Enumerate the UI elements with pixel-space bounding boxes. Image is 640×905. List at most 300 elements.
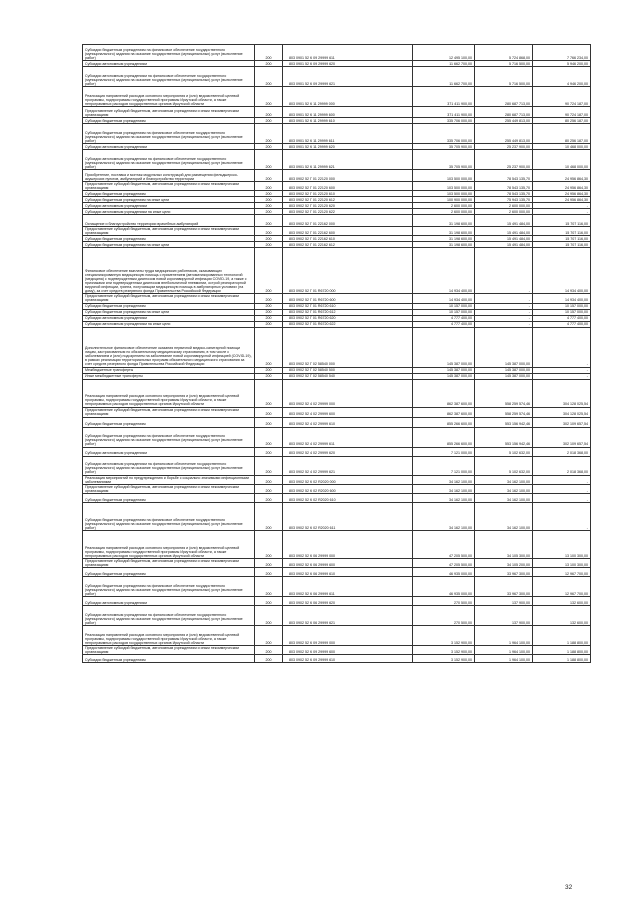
expense-name-cell: Субсидии бюджетным учреждениям на финансовое обеспечение государственного (муниципального) задания на оказание государственных (муниципальных) услуг (выполнение работ) <box>83 577 255 597</box>
amount-cell: 35 705 900,00 <box>413 144 475 150</box>
classification-code-cell: 803 0902 52 Г 02 58540 540 <box>283 373 413 379</box>
grbs-code-cell: 200 <box>255 493 283 502</box>
amount-cell: 137 900,00 <box>475 606 533 626</box>
expense-name-cell: Субсидии автономным учреждениям на финансовое обеспечение государственного (муниципального) задания на оказание государственных (муниципальных) услуг (выполнение работ) <box>83 606 255 626</box>
amount-cell: 78 543 135,70 <box>475 182 533 191</box>
amount-cell: 11 662 700,00 <box>413 61 475 67</box>
amount-cell: 10 468 000,00 <box>533 144 591 150</box>
grbs-code-cell: 200 <box>255 427 283 447</box>
classification-code-cell: 803 0902 52 4 02 29999 610 <box>283 417 413 427</box>
amount-cell: - <box>533 209 591 215</box>
amount-cell: 1 964 100,00 <box>475 655 533 663</box>
amount-cell: - <box>533 327 591 367</box>
classification-code-cell: 803 0902 52 К 06 29999 621 <box>283 606 413 626</box>
grbs-code-cell: 200 <box>255 118 283 124</box>
amount-cell: 3 152 900,00 <box>413 626 475 646</box>
grbs-code-cell: 200 <box>255 484 283 493</box>
table-row <box>83 379 591 407</box>
classification-code-cell: 803 0901 52 К 11 29999 620 <box>283 144 413 150</box>
expense-name-cell: Оснащение и благоустройство территории врачебных амбулаторий <box>83 215 255 227</box>
table-row <box>83 558 591 567</box>
amount-cell: 145 387 000,00 <box>475 327 533 367</box>
amount-cell: 270 500,00 <box>413 606 475 626</box>
amount-cell: 15 707 116,00 <box>533 215 591 227</box>
grbs-code-cell: 200 <box>255 61 283 67</box>
amount-cell: 103 500 000,00 <box>413 170 475 182</box>
classification-code-cell: 803 0902 52 К 09 29999 610 <box>283 655 413 663</box>
classification-code-cell: 803 0902 52 Г 01 22120 612 <box>283 197 413 203</box>
classification-code-cell: 803 0902 52 Г 01 R6720 622 <box>283 321 413 327</box>
amount-cell: 35 705 900,00 <box>413 150 475 170</box>
expense-name-cell: Субсидии бюджетным учреждениям <box>83 417 255 427</box>
expense-name-cell: Субсидии бюджетным учреждениям на финансовое обеспечение государственного (муниципального) задания на оказание государственных (муниципальных) услуг (выполнение работ) <box>83 427 255 447</box>
amount-cell: 33 967 300,00 <box>475 577 533 597</box>
grbs-code-cell: 200 <box>255 227 283 236</box>
amount-cell: 553 156 942,46 <box>475 417 533 427</box>
amount-cell: 7 121 000,00 <box>413 456 475 475</box>
expense-name-cell: Субсидии бюджетным учреждениям на иные цели <box>83 242 255 248</box>
table-row <box>83 170 591 182</box>
classification-code-cell: 803 0902 52 4 02 29999 000 <box>283 379 413 407</box>
amount-cell: 270 500,00 <box>413 597 475 606</box>
expense-name-cell: Субсидии бюджетным учреждениям на иные цели <box>83 197 255 203</box>
amount-cell: 25 237 900,00 <box>475 150 533 170</box>
expense-name-cell: Субсидии бюджетным учреждениям <box>83 303 255 309</box>
amount-cell: - <box>475 248 533 294</box>
amount-cell: - <box>475 309 533 315</box>
amount-cell: - <box>475 303 533 309</box>
grbs-code-cell: 200 <box>255 45 283 61</box>
amount-cell: 12 495 100,00 <box>413 45 475 61</box>
amount-cell: 553 156 942,46 <box>475 427 533 447</box>
amount-cell: 12 967 700,00 <box>533 577 591 597</box>
amount-cell: 7 766 234,00 <box>533 45 591 61</box>
amount-cell: 5 724 868,00 <box>475 45 533 61</box>
classification-code-cell: 803 0902 52 4 02 29999 620 <box>283 447 413 456</box>
amount-cell: 34 162 100,00 <box>413 502 475 530</box>
amount-cell: 4 946 200,00 <box>533 67 591 87</box>
grbs-code-cell: 200 <box>255 373 283 379</box>
amount-cell: 33 967 300,00 <box>475 568 533 577</box>
table-row <box>83 215 591 227</box>
amount-cell: 2 600 000,00 <box>475 209 533 215</box>
classification-code-cell: 803 0902 52 К 09 29999 600 <box>283 646 413 655</box>
expense-name-cell: Субсидии бюджетным учреждениям на иные цели <box>83 309 255 315</box>
table-row <box>83 597 591 606</box>
grbs-code-cell: 200 <box>255 321 283 327</box>
expense-name-cell: Предоставление субсидий бюджетным, автономным учреждениям и иным некоммерческим организациям <box>83 484 255 493</box>
classification-code-cell: 803 0902 52 К 06 29999 611 <box>283 577 413 597</box>
expense-name-cell: Дополнительное финансовое обеспечение оказания первичной медико-санитарной помощи лицам, застрахованным по обязательному медицинскому страхованию, в том числе с заболеванием и (или) подозрением на заболевание новой коронавирусной инфекцией (COVID-19), в рамках реализации территориальных программ обязательного медицинского страхования за счет средств резервного фонда Правительства Российской Федерации <box>83 327 255 367</box>
amount-cell: 2 600 000,00 <box>413 209 475 215</box>
amount-cell: 15 491 484,00 <box>475 242 533 248</box>
amount-cell: 4 777 400,00 <box>533 315 591 321</box>
amount-cell: 14 934 400,00 <box>413 294 475 303</box>
amount-cell: 4 777 400,00 <box>413 321 475 327</box>
table-row <box>83 493 591 502</box>
amount-cell: 34 162 100,00 <box>413 493 475 502</box>
amount-cell: 304 128 025,54 <box>533 379 591 407</box>
classification-code-cell: 803 0902 52 4 02 29999 600 <box>283 407 413 417</box>
grbs-code-cell: 200 <box>255 327 283 367</box>
grbs-code-cell: 200 <box>255 597 283 606</box>
amount-cell: - <box>533 484 591 493</box>
amount-cell: - <box>533 493 591 502</box>
amount-cell: 371 411 900,00 <box>413 107 475 118</box>
amount-cell: 103 500 000,00 <box>413 182 475 191</box>
amount-cell: 137 900,00 <box>475 597 533 606</box>
amount-cell: 31 198 600,00 <box>413 236 475 242</box>
amount-cell: - <box>475 321 533 327</box>
amount-cell: 78 543 135,70 <box>475 191 533 197</box>
classification-code-cell: 803 0901 52 К 11 29999 611 <box>283 124 413 144</box>
table-row <box>83 67 591 87</box>
expense-name-cell: Субсидии автономным учреждениям на иные цели <box>83 321 255 327</box>
amount-cell: 34 162 100,00 <box>413 484 475 493</box>
table-row <box>83 182 591 191</box>
expense-name-cell: Предоставление субсидий бюджетным, автономным учреждениям и иным некоммерческим организациям <box>83 227 255 236</box>
expense-name-cell: Субсидии бюджетным учреждениям <box>83 655 255 663</box>
amount-cell: 280 687 713,00 <box>475 107 533 118</box>
expense-name-cell: Предоставление субсидий бюджетным, автономным учреждениям и иным некоммерческим организациям <box>83 294 255 303</box>
amount-cell: 5 102 632,00 <box>475 447 533 456</box>
amount-cell: 24 956 864,30 <box>533 197 591 203</box>
grbs-code-cell: 200 <box>255 447 283 456</box>
grbs-code-cell: 200 <box>255 150 283 170</box>
grbs-code-cell: 200 <box>255 124 283 144</box>
classification-code-cell: 803 0902 52 Г 01 22120 600 <box>283 182 413 191</box>
table-row <box>83 568 591 577</box>
table-row <box>83 45 591 61</box>
expense-name-cell: Субсидии автономным учреждениям на финансовое обеспечение государственного (муниципального) задания на оказание государственных (муниципальных) услуг (выполнение работ) <box>83 150 255 170</box>
amount-cell: - <box>533 502 591 530</box>
grbs-code-cell: 200 <box>255 502 283 530</box>
amount-cell: 80 256 187,00 <box>533 124 591 144</box>
amount-cell: 46 935 000,00 <box>413 577 475 597</box>
amount-cell: 15 707 116,00 <box>533 236 591 242</box>
classification-code-cell: 803 0901 52 К 11 29999 621 <box>283 150 413 170</box>
grbs-code-cell: 200 <box>255 315 283 321</box>
amount-cell: 1 964 100,00 <box>475 646 533 655</box>
expense-name-cell: Субсидии бюджетным учреждениям <box>83 191 255 197</box>
amount-cell: 335 706 000,00 <box>413 124 475 144</box>
expense-name-cell: Субсидии бюджетным учреждениям <box>83 568 255 577</box>
table-row <box>83 227 591 236</box>
amount-cell: 90 724 187,00 <box>533 107 591 118</box>
expense-name-cell: Реализация направлений расходов основного мероприятия и (или) ведомственной целевой программы, подпрограммы государственной программы Иркутской области, а также непрограммных расходов государственных органов Иркутской области <box>83 530 255 558</box>
table-row <box>83 655 591 663</box>
classification-code-cell: 803 0902 52 Г 02 58540 000 <box>283 327 413 367</box>
classification-code-cell: 803 0902 52 К 06 29999 000 <box>283 530 413 558</box>
amount-cell: - <box>475 294 533 303</box>
table-row <box>83 646 591 655</box>
classification-code-cell: 803 0901 52 К 09 29999 611 <box>283 45 413 61</box>
amount-cell: 100 900 000,00 <box>413 197 475 203</box>
amount-cell: 5 716 500,00 <box>475 67 533 87</box>
amount-cell: 280 687 713,00 <box>475 87 533 107</box>
classification-code-cell: 803 0902 52 Г 01 22120 000 <box>283 170 413 182</box>
expense-name-cell: Субсидии бюджетным учреждениям на финансовое обеспечение государственного (муниципального) задания на оказание государственных (муниципальных) услуг (выполнение работ) <box>83 502 255 530</box>
expense-name-cell: Субсидии бюджетным учреждениям на финансовое обеспечение государственного (муниципального) задания на оказание государственных (муниципальных) услуг (выполнение работ) <box>83 124 255 144</box>
grbs-code-cell: 200 <box>255 170 283 182</box>
expense-name-cell: Реализация направлений расходов основного мероприятия и (или) ведомственной целевой программы, подпрограммы государственной программы Иркутской области, а также непрограммных расходов государственных органов Иркутской области <box>83 379 255 407</box>
amount-cell: 25 237 900,00 <box>475 144 533 150</box>
grbs-code-cell: 200 <box>255 558 283 567</box>
amount-cell: 145 387 000,00 <box>475 373 533 379</box>
amount-cell: 13 100 300,00 <box>533 530 591 558</box>
amount-cell: 862 387 600,00 <box>413 407 475 417</box>
amount-cell: 558 259 574,46 <box>475 407 533 417</box>
amount-cell: 302 109 657,54 <box>533 417 591 427</box>
amount-cell: 145 387 000,00 <box>413 373 475 379</box>
classification-code-cell: 803 0902 52 Г 01 22120 622 <box>283 209 413 215</box>
amount-cell: 1 188 800,00 <box>533 626 591 646</box>
expense-name-cell: Субсидии автономным учреждениям <box>83 203 255 209</box>
table-row <box>83 456 591 475</box>
amount-cell: - <box>533 367 591 373</box>
expense-name-cell: Предоставление субсидий бюджетным, автономным учреждениям и иным некоммерческим организациям <box>83 182 255 191</box>
amount-cell: 47 205 500,00 <box>413 530 475 558</box>
classification-code-cell: 803 0901 52 К 09 29999 620 <box>283 61 413 67</box>
classification-code-cell: 803 0902 52 Г 01 22162 000 <box>283 215 413 227</box>
classification-code-cell: 803 0902 52 Г 01 22120 610 <box>283 191 413 197</box>
grbs-code-cell: 200 <box>255 209 283 215</box>
classification-code-cell: 803 0902 52 К 02 R2020 600 <box>283 484 413 493</box>
amount-cell: 24 956 864,30 <box>533 191 591 197</box>
classification-code-cell: 803 0902 52 Г 01 R6720 000 <box>283 248 413 294</box>
grbs-code-cell: 200 <box>255 144 283 150</box>
amount-cell: 15 707 116,00 <box>533 242 591 248</box>
amount-cell: 3 152 900,00 <box>413 646 475 655</box>
classification-code-cell: 803 0902 52 4 02 29999 621 <box>283 456 413 475</box>
amount-cell: 15 491 484,00 <box>475 236 533 242</box>
expense-name-cell: Субсидии автономным учреждениям <box>83 315 255 321</box>
table-row <box>83 447 591 456</box>
expense-name-cell: Субсидии автономным учреждениям <box>83 61 255 67</box>
amount-cell: 24 956 864,30 <box>533 182 591 191</box>
classification-code-cell: 803 0902 52 К 02 R2020 610 <box>283 493 413 502</box>
table-row <box>83 427 591 447</box>
expense-name-cell: Предоставление субсидий бюджетным, автономным учреждениям и иным некоммерческим организациям <box>83 646 255 655</box>
grbs-code-cell: 200 <box>255 303 283 309</box>
expense-name-cell: Субсидии автономным учреждениям на финансовое обеспечение государственного (муниципального) задания на оказание государственных (муниципальных) услуг (выполнение работ) <box>83 456 255 475</box>
grbs-code-cell: 200 <box>255 215 283 227</box>
table-row <box>83 294 591 303</box>
table-row <box>83 248 591 294</box>
expense-name-cell: Субсидии автономным учреждениям <box>83 597 255 606</box>
classification-code-cell: 803 0901 52 К 11 29999 600 <box>283 107 413 118</box>
classification-code-cell: 803 0902 52 4 02 29999 611 <box>283 427 413 447</box>
classification-code-cell: 803 0902 52 Г 01 22162 600 <box>283 227 413 236</box>
amount-cell: 3 152 900,00 <box>413 655 475 663</box>
classification-code-cell: 803 0901 52 К 09 29999 621 <box>283 67 413 87</box>
amount-cell: 10 468 000,00 <box>533 150 591 170</box>
amount-cell: 10 157 000,00 <box>533 303 591 309</box>
grbs-code-cell: 200 <box>255 475 283 484</box>
classification-code-cell: 803 0902 52 К 06 29999 610 <box>283 568 413 577</box>
classification-code-cell: 803 0902 52 К 06 29999 620 <box>283 597 413 606</box>
budget-table-body <box>83 45 591 663</box>
grbs-code-cell: 200 <box>255 197 283 203</box>
amount-cell: 558 259 574,46 <box>475 379 533 407</box>
amount-cell: 1 188 800,00 <box>533 655 591 663</box>
amount-cell: 10 157 000,00 <box>413 303 475 309</box>
table-row <box>83 417 591 427</box>
amount-cell: 855 266 600,00 <box>413 427 475 447</box>
amount-cell: 34 105 300,00 <box>475 530 533 558</box>
amount-cell: 31 198 600,00 <box>413 227 475 236</box>
amount-cell: 145 387 000,00 <box>475 367 533 373</box>
amount-cell: 15 707 116,00 <box>533 227 591 236</box>
expense-name-cell: Субсидии бюджетным учреждениям <box>83 493 255 502</box>
classification-code-cell: 803 0902 52 К 02 R2020 000 <box>283 475 413 484</box>
amount-cell: 5 716 500,00 <box>475 61 533 67</box>
amount-cell: 132 600,00 <box>533 597 591 606</box>
amount-cell: 24 956 864,30 <box>533 170 591 182</box>
expense-name-cell: Субсидии бюджетным учреждениям <box>83 118 255 124</box>
amount-cell: 14 934 400,00 <box>413 248 475 294</box>
classification-code-cell: 803 0902 52 Г 02 58540 500 <box>283 367 413 373</box>
amount-cell: 34 162 100,00 <box>413 475 475 484</box>
expense-name-cell: Предоставление субсидий бюджетным, автономным учреждениям и иным некоммерческим организациям <box>83 407 255 417</box>
page-number: 32 <box>565 884 573 891</box>
classification-code-cell: 803 0901 52 К 11 29999 000 <box>283 87 413 107</box>
amount-cell: 7 121 000,00 <box>413 447 475 456</box>
expense-name-cell: Финансовое обеспечение выплаты труда медицинских работников, оказывающих специализированную медицинскую помощь с применением (автоматизированных технологий (медицина) с подтвержденным диагнозом новой коронавирусной инфекции COVID-19, а также с признаками или подтвержденным диагнозом внебольничной пневмонии, острой респираторной вирусной инфекции, гриппа, получающим медицинскую помощь в амбулаторных условиях (на дому), за счет средств резервного фонда Правительства Российской Федерации <box>83 248 255 294</box>
expense-name-cell: Приобретение, поставка и монтаж модульных конструкций для размещения фельдшерско-акушерских пунктов, амбулаторий и благоустройство территории <box>83 170 255 182</box>
expense-name-cell: Предоставление субсидий бюджетным, автономным учреждениям и иным некоммерческим организациям <box>83 107 255 118</box>
amount-cell: 862 387 600,00 <box>413 379 475 407</box>
amount-cell: 2 600 000,00 <box>475 203 533 209</box>
grbs-code-cell: 200 <box>255 417 283 427</box>
amount-cell: 255 449 813,00 <box>475 124 533 144</box>
amount-cell: 34 162 100,00 <box>475 493 533 502</box>
amount-cell: - <box>533 373 591 379</box>
amount-cell: 5 946 200,00 <box>533 61 591 67</box>
grbs-code-cell: 200 <box>255 577 283 597</box>
classification-code-cell: 803 0901 52 К 11 29999 610 <box>283 118 413 124</box>
table-row <box>83 626 591 646</box>
amount-cell: - <box>533 203 591 209</box>
table-row <box>83 475 591 484</box>
amount-cell: 34 162 100,00 <box>475 484 533 493</box>
table-row <box>83 150 591 170</box>
amount-cell: 31 198 600,00 <box>413 215 475 227</box>
amount-cell: 335 706 000,00 <box>413 118 475 124</box>
expense-name-cell: Субсидии автономным учреждениям <box>83 447 255 456</box>
amount-cell: 80 256 187,00 <box>533 118 591 124</box>
amount-cell: 132 600,00 <box>533 606 591 626</box>
amount-cell: 47 205 500,00 <box>413 558 475 567</box>
amount-cell: 34 162 100,00 <box>475 502 533 530</box>
classification-code-cell: 803 0902 52 К 02 R2020 611 <box>283 502 413 530</box>
amount-cell: 11 662 700,00 <box>413 67 475 87</box>
grbs-code-cell: 200 <box>255 379 283 407</box>
table-row <box>83 577 591 597</box>
grbs-code-cell: 200 <box>255 236 283 242</box>
amount-cell: 14 934 400,00 <box>533 248 591 294</box>
amount-cell: 90 724 187,00 <box>533 87 591 107</box>
grbs-code-cell: 200 <box>255 294 283 303</box>
grbs-code-cell: 200 <box>255 530 283 558</box>
grbs-code-cell: 200 <box>255 646 283 655</box>
amount-cell: 2 600 000,00 <box>413 203 475 209</box>
expense-name-cell: Реализация мероприятий по предупреждению и борьбе с социально значимыми инфекционными заболеваниями <box>83 475 255 484</box>
budget-table <box>82 44 591 663</box>
grbs-code-cell: 200 <box>255 367 283 373</box>
amount-cell: 46 935 000,00 <box>413 568 475 577</box>
grbs-code-cell: 200 <box>255 456 283 475</box>
amount-cell: 2 018 368,00 <box>533 456 591 475</box>
classification-code-cell: 803 0902 52 Г 01 22162 610 <box>283 236 413 242</box>
classification-code-cell: 803 0902 52 К 06 29999 600 <box>283 558 413 567</box>
amount-cell: 78 543 135,70 <box>475 170 533 182</box>
amount-cell: 145 387 000,00 <box>413 327 475 367</box>
expense-name-cell: Субсидии автономным учреждениям на финансовое обеспечение государственного (муниципального) задания на оказание государственных (муниципальных) услуг (выполнение работ) <box>83 67 255 87</box>
amount-cell: 10 157 000,00 <box>413 309 475 315</box>
amount-cell: 1 188 800,00 <box>533 646 591 655</box>
classification-code-cell: 803 0902 52 Г 01 R6720 620 <box>283 315 413 321</box>
table-row <box>83 407 591 417</box>
expense-name-cell: Субсидии автономным учреждениям на иные цели <box>83 209 255 215</box>
amount-cell: 302 109 657,54 <box>533 427 591 447</box>
classification-code-cell: 803 0902 52 Г 01 R6720 612 <box>283 309 413 315</box>
amount-cell: 4 777 400,00 <box>413 315 475 321</box>
grbs-code-cell: 200 <box>255 182 283 191</box>
amount-cell: 13 100 300,00 <box>533 558 591 567</box>
grbs-code-cell: 200 <box>255 87 283 107</box>
grbs-code-cell: 200 <box>255 248 283 294</box>
amount-cell: - <box>475 315 533 321</box>
grbs-code-cell: 200 <box>255 655 283 663</box>
amount-cell: 255 449 813,00 <box>475 118 533 124</box>
table-row <box>83 530 591 558</box>
amount-cell: 145 387 000,00 <box>413 367 475 373</box>
grbs-code-cell: 200 <box>255 407 283 417</box>
amount-cell: 2 018 368,00 <box>533 447 591 456</box>
expense-name-cell: Субсидии автономным учреждениям <box>83 144 255 150</box>
expense-name-cell: Субсидии бюджетным учреждениям на финансовое обеспечение государственного (муниципального) задания на оказание государственных (муниципальных) услуг (выполнение работ) <box>83 45 255 61</box>
amount-cell: 5 102 632,00 <box>475 456 533 475</box>
amount-cell: 34 105 200,00 <box>475 558 533 567</box>
classification-code-cell: 803 0902 52 К 09 29999 000 <box>283 626 413 646</box>
amount-cell: 15 491 484,00 <box>475 215 533 227</box>
classification-code-cell: 803 0902 52 Г 01 R6720 600 <box>283 294 413 303</box>
amount-cell: 34 162 100,00 <box>475 475 533 484</box>
grbs-code-cell: 200 <box>255 203 283 209</box>
grbs-code-cell: 200 <box>255 309 283 315</box>
grbs-code-cell: 200 <box>255 626 283 646</box>
table-row <box>83 502 591 530</box>
amount-cell: 10 157 000,00 <box>533 309 591 315</box>
grbs-code-cell: 200 <box>255 242 283 248</box>
expense-name-cell: Предоставление субсидий бюджетным, автономным учреждениям и иным некоммерческим организациям <box>83 558 255 567</box>
classification-code-cell: 803 0902 52 Г 01 22120 620 <box>283 203 413 209</box>
amount-cell: 12 967 700,00 <box>533 568 591 577</box>
table-row <box>83 124 591 144</box>
grbs-code-cell: 200 <box>255 568 283 577</box>
classification-code-cell: 803 0902 52 Г 01 22162 612 <box>283 242 413 248</box>
amount-cell: 4 777 400,00 <box>533 321 591 327</box>
grbs-code-cell: 200 <box>255 191 283 197</box>
amount-cell: 75 943 135,70 <box>475 197 533 203</box>
amount-cell: 103 500 000,00 <box>413 191 475 197</box>
expense-name-cell: Иные межбюджетные трансферты <box>83 373 255 379</box>
amount-cell: 31 198 600,00 <box>413 242 475 248</box>
table-row <box>83 87 591 107</box>
grbs-code-cell: 200 <box>255 606 283 626</box>
amount-cell: 15 491 484,00 <box>475 227 533 236</box>
